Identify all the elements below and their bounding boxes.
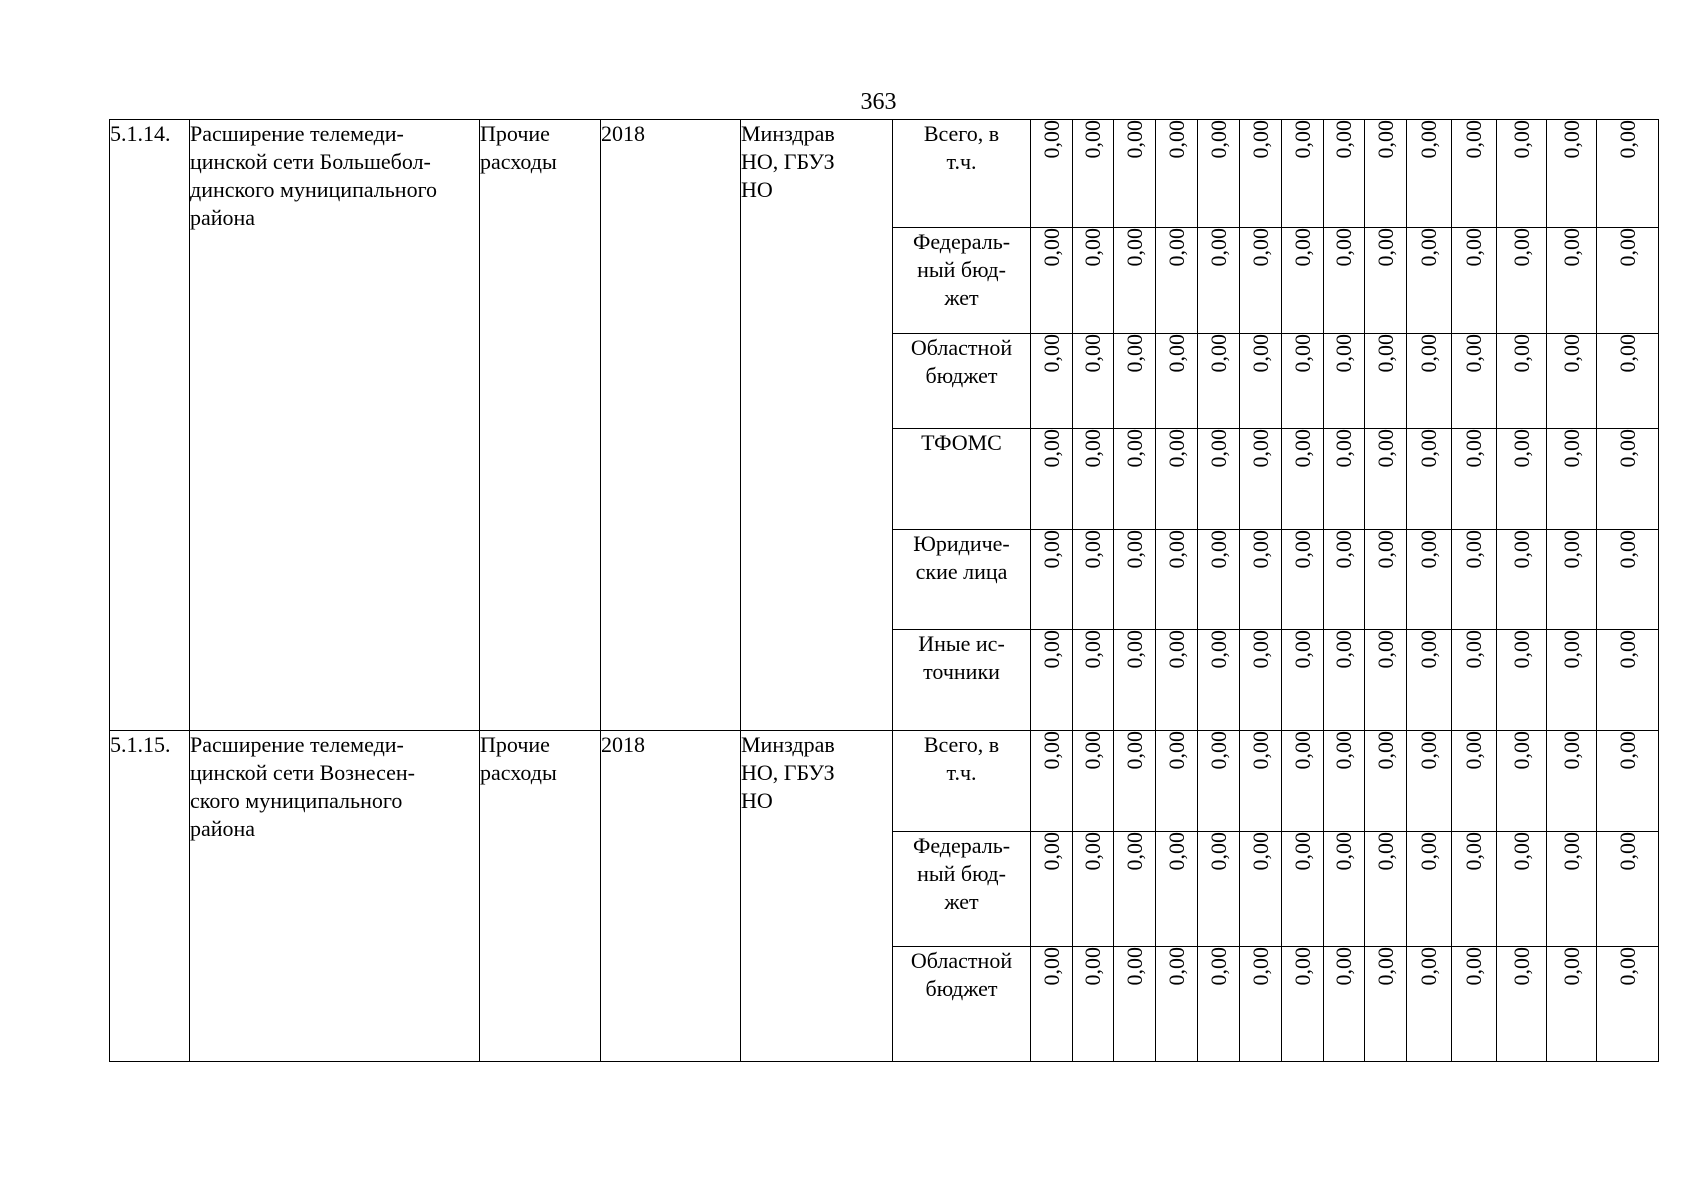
value: 0,00 xyxy=(1558,334,1584,373)
value-cell xyxy=(1240,429,1282,530)
value: 0,00 xyxy=(1508,429,1534,468)
value-cell xyxy=(1407,334,1452,429)
value: 0,00 xyxy=(1080,120,1105,159)
value: 0,00 xyxy=(1205,832,1231,871)
value: 0,00 xyxy=(1331,334,1356,373)
value: 0,00 xyxy=(1461,120,1486,159)
value-cell xyxy=(1198,947,1240,1062)
value-cell xyxy=(1240,731,1282,832)
value-cell xyxy=(1547,832,1597,947)
expense-type: Прочие расходы xyxy=(480,731,601,1062)
value-cell xyxy=(1198,228,1240,334)
value-cell xyxy=(1031,630,1073,731)
value: 0,00 xyxy=(1614,630,1640,669)
value-cell xyxy=(1324,947,1365,1062)
value: 0,00 xyxy=(1508,947,1534,986)
value: 0,00 xyxy=(1289,120,1315,159)
value: 0,00 xyxy=(1080,731,1105,770)
value-cell xyxy=(1031,429,1073,530)
value-cell xyxy=(1282,429,1324,530)
value: 0,00 xyxy=(1508,731,1534,770)
value: 0,00 xyxy=(1372,530,1398,569)
value-cell xyxy=(1031,832,1073,947)
value: 0,00 xyxy=(1205,947,1231,986)
value-cell xyxy=(1114,429,1156,530)
value: 0,00 xyxy=(1289,429,1315,468)
value: 0,00 xyxy=(1080,429,1105,468)
value-cell xyxy=(1365,731,1407,832)
value-cell xyxy=(1497,630,1547,731)
value: 0,00 xyxy=(1372,630,1398,669)
value-cell xyxy=(1547,429,1597,530)
funding-source-label: Юридиче- ские лица xyxy=(893,530,1031,630)
value-cell xyxy=(1497,334,1547,429)
value: 0,00 xyxy=(1461,630,1486,669)
value-cell xyxy=(1114,731,1156,832)
value-cell xyxy=(1547,120,1597,228)
value-cell xyxy=(1597,731,1659,832)
value: 0,00 xyxy=(1416,228,1441,267)
value: 0,00 xyxy=(1121,832,1147,871)
value-cell xyxy=(1114,630,1156,731)
value: 0,00 xyxy=(1080,334,1105,373)
value-cell xyxy=(1114,120,1156,228)
funding-source-label: Областной бюджет xyxy=(893,334,1031,429)
value: 0,00 xyxy=(1247,947,1273,986)
value: 0,00 xyxy=(1461,832,1486,871)
value-cell xyxy=(1597,832,1659,947)
value-cell xyxy=(1452,947,1497,1062)
value-cell xyxy=(1073,530,1114,630)
value: 0,00 xyxy=(1163,120,1189,159)
year: 2018 xyxy=(601,120,741,731)
value: 0,00 xyxy=(1038,731,1064,770)
value-cell xyxy=(1497,429,1547,530)
value-cell xyxy=(1282,630,1324,731)
value-cell xyxy=(1324,429,1365,530)
table-row xyxy=(110,731,1659,832)
value: 0,00 xyxy=(1372,731,1398,770)
value-cell xyxy=(1156,731,1198,832)
value: 0,00 xyxy=(1372,228,1398,267)
value: 0,00 xyxy=(1461,429,1486,468)
value-cell xyxy=(1240,832,1282,947)
value-cell xyxy=(1597,630,1659,731)
value-cell xyxy=(1547,731,1597,832)
value: 0,00 xyxy=(1121,630,1147,669)
value: 0,00 xyxy=(1614,429,1640,468)
value: 0,00 xyxy=(1121,228,1147,267)
value-cell xyxy=(1073,832,1114,947)
row-code: 5.1.14. xyxy=(110,120,190,731)
value: 0,00 xyxy=(1247,731,1273,770)
value-cell xyxy=(1597,429,1659,530)
value: 0,00 xyxy=(1508,530,1534,569)
value-cell xyxy=(1073,334,1114,429)
value: 0,00 xyxy=(1331,832,1356,871)
value-cell xyxy=(1198,334,1240,429)
value-cell xyxy=(1497,530,1547,630)
value-cell xyxy=(1156,530,1198,630)
value: 0,00 xyxy=(1614,120,1640,159)
value: 0,00 xyxy=(1038,530,1064,569)
value-cell xyxy=(1365,832,1407,947)
value-cell xyxy=(1365,947,1407,1062)
value-cell xyxy=(1365,120,1407,228)
value-cell xyxy=(1031,120,1073,228)
funding-source-label: Всего, в т.ч. xyxy=(893,120,1031,228)
value: 0,00 xyxy=(1461,731,1486,770)
value: 0,00 xyxy=(1038,832,1064,871)
value: 0,00 xyxy=(1247,429,1273,468)
value: 0,00 xyxy=(1558,731,1584,770)
value-cell xyxy=(1240,334,1282,429)
value: 0,00 xyxy=(1508,228,1534,267)
value-cell xyxy=(1597,228,1659,334)
value: 0,00 xyxy=(1558,120,1584,159)
value-cell xyxy=(1240,947,1282,1062)
value-cell xyxy=(1365,228,1407,334)
value-cell xyxy=(1073,630,1114,731)
value-cell xyxy=(1407,947,1452,1062)
value: 0,00 xyxy=(1038,334,1064,373)
value: 0,00 xyxy=(1416,334,1441,373)
value-cell xyxy=(1547,334,1597,429)
value: 0,00 xyxy=(1558,228,1584,267)
expense-type: Прочие расходы xyxy=(480,120,601,731)
value: 0,00 xyxy=(1289,947,1315,986)
page-number: 363 xyxy=(860,89,897,115)
value-cell xyxy=(1407,832,1452,947)
value-cell xyxy=(1407,530,1452,630)
value: 0,00 xyxy=(1416,630,1441,669)
funding-source-label: Федераль- ный бюд- жет xyxy=(893,228,1031,334)
value-cell xyxy=(1240,228,1282,334)
value: 0,00 xyxy=(1614,334,1640,373)
value-cell xyxy=(1031,947,1073,1062)
value-cell xyxy=(1156,832,1198,947)
value: 0,00 xyxy=(1372,120,1398,159)
value-cell xyxy=(1452,530,1497,630)
value-cell xyxy=(1198,120,1240,228)
value: 0,00 xyxy=(1247,530,1273,569)
value-cell xyxy=(1452,832,1497,947)
value: 0,00 xyxy=(1416,731,1441,770)
value: 0,00 xyxy=(1508,832,1534,871)
value: 0,00 xyxy=(1372,947,1398,986)
value: 0,00 xyxy=(1461,334,1486,373)
value: 0,00 xyxy=(1080,228,1105,267)
value-cell xyxy=(1114,228,1156,334)
value-cell xyxy=(1547,228,1597,334)
value: 0,00 xyxy=(1163,630,1189,669)
value: 0,00 xyxy=(1289,530,1315,569)
value: 0,00 xyxy=(1558,630,1584,669)
value-cell xyxy=(1597,120,1659,228)
value-cell xyxy=(1282,334,1324,429)
value-cell xyxy=(1497,228,1547,334)
value-cell xyxy=(1114,832,1156,947)
value: 0,00 xyxy=(1372,832,1398,871)
table-row xyxy=(110,120,1659,228)
value: 0,00 xyxy=(1038,120,1064,159)
value: 0,00 xyxy=(1038,947,1064,986)
value-cell xyxy=(1407,731,1452,832)
value-cell xyxy=(1547,530,1597,630)
funding-source-label: Федераль- ный бюд- жет xyxy=(893,832,1031,947)
value: 0,00 xyxy=(1205,429,1231,468)
value: 0,00 xyxy=(1080,630,1105,669)
value: 0,00 xyxy=(1416,832,1441,871)
value-cell xyxy=(1031,228,1073,334)
value: 0,00 xyxy=(1080,947,1105,986)
value: 0,00 xyxy=(1372,334,1398,373)
value-cell xyxy=(1240,120,1282,228)
value: 0,00 xyxy=(1038,429,1064,468)
value: 0,00 xyxy=(1205,530,1231,569)
value: 0,00 xyxy=(1614,832,1640,871)
value: 0,00 xyxy=(1416,429,1441,468)
value: 0,00 xyxy=(1508,120,1534,159)
value-cell xyxy=(1282,530,1324,630)
value: 0,00 xyxy=(1289,832,1315,871)
value: 0,00 xyxy=(1121,120,1147,159)
value-cell xyxy=(1547,630,1597,731)
value: 0,00 xyxy=(1331,947,1356,986)
value-cell xyxy=(1452,630,1497,731)
value: 0,00 xyxy=(1038,228,1064,267)
value-cell xyxy=(1365,334,1407,429)
value: 0,00 xyxy=(1247,630,1273,669)
value: 0,00 xyxy=(1416,947,1441,986)
value-cell xyxy=(1156,228,1198,334)
value-cell xyxy=(1073,228,1114,334)
value: 0,00 xyxy=(1121,947,1147,986)
value-cell xyxy=(1240,530,1282,630)
value: 0,00 xyxy=(1289,334,1315,373)
value-cell xyxy=(1407,228,1452,334)
value-cell xyxy=(1497,832,1547,947)
value-cell xyxy=(1497,731,1547,832)
value-cell xyxy=(1240,630,1282,731)
measure-name: Расширение телемеди- цинской сети Большебол- динского муниципального района xyxy=(190,120,480,731)
value: 0,00 xyxy=(1416,120,1441,159)
value-cell xyxy=(1156,120,1198,228)
value: 0,00 xyxy=(1163,334,1189,373)
value: 0,00 xyxy=(1205,630,1231,669)
value-cell xyxy=(1452,429,1497,530)
value: 0,00 xyxy=(1080,530,1105,569)
value-cell xyxy=(1031,334,1073,429)
value-cell xyxy=(1198,429,1240,530)
funding-source-label: Иные ис- точники xyxy=(893,630,1031,731)
value: 0,00 xyxy=(1508,630,1534,669)
value: 0,00 xyxy=(1247,120,1273,159)
value: 0,00 xyxy=(1289,731,1315,770)
value-cell xyxy=(1365,630,1407,731)
value-cell xyxy=(1597,530,1659,630)
funding-source-label: Всего, в т.ч. xyxy=(893,731,1031,832)
value-cell xyxy=(1324,731,1365,832)
value-cell xyxy=(1324,832,1365,947)
value: 0,00 xyxy=(1558,832,1584,871)
value-cell xyxy=(1365,530,1407,630)
value-cell xyxy=(1156,334,1198,429)
value: 0,00 xyxy=(1614,530,1640,569)
value-cell xyxy=(1324,530,1365,630)
value-cell xyxy=(1452,120,1497,228)
value: 0,00 xyxy=(1289,228,1315,267)
value-cell xyxy=(1073,429,1114,530)
value: 0,00 xyxy=(1163,530,1189,569)
value: 0,00 xyxy=(1331,429,1356,468)
year: 2018 xyxy=(601,731,741,1062)
value-cell xyxy=(1198,630,1240,731)
value: 0,00 xyxy=(1614,947,1640,986)
value: 0,00 xyxy=(1038,630,1064,669)
value: 0,00 xyxy=(1416,530,1441,569)
value: 0,00 xyxy=(1247,228,1273,267)
value-cell xyxy=(1407,429,1452,530)
value-cell xyxy=(1031,731,1073,832)
value: 0,00 xyxy=(1205,334,1231,373)
value-cell xyxy=(1198,530,1240,630)
value-cell xyxy=(1073,947,1114,1062)
value-cell xyxy=(1597,334,1659,429)
value: 0,00 xyxy=(1163,429,1189,468)
funding-source-label: Областной бюджет xyxy=(893,947,1031,1062)
value-cell xyxy=(1282,947,1324,1062)
value: 0,00 xyxy=(1614,228,1640,267)
value: 0,00 xyxy=(1163,228,1189,267)
value-cell xyxy=(1497,947,1547,1062)
value: 0,00 xyxy=(1508,334,1534,373)
budget-table xyxy=(109,119,1659,1062)
executor: Минздрав НО, ГБУЗ НО xyxy=(741,120,893,731)
value: 0,00 xyxy=(1247,832,1273,871)
value: 0,00 xyxy=(1205,228,1231,267)
value-cell xyxy=(1156,429,1198,530)
value: 0,00 xyxy=(1121,530,1147,569)
value-cell xyxy=(1324,334,1365,429)
value-cell xyxy=(1452,334,1497,429)
value-cell xyxy=(1198,832,1240,947)
value: 0,00 xyxy=(1163,947,1189,986)
value-cell xyxy=(1407,120,1452,228)
executor: Минздрав НО, ГБУЗ НО xyxy=(741,731,893,1062)
value-cell xyxy=(1597,947,1659,1062)
value-cell xyxy=(1324,630,1365,731)
value-cell xyxy=(1114,334,1156,429)
value-cell xyxy=(1282,731,1324,832)
value: 0,00 xyxy=(1461,530,1486,569)
value: 0,00 xyxy=(1247,334,1273,373)
value-cell xyxy=(1114,947,1156,1062)
value-cell xyxy=(1198,731,1240,832)
value-cell xyxy=(1497,120,1547,228)
value-cell xyxy=(1324,120,1365,228)
value-cell xyxy=(1031,530,1073,630)
value: 0,00 xyxy=(1163,832,1189,871)
value-cell xyxy=(1547,947,1597,1062)
value: 0,00 xyxy=(1331,228,1356,267)
value-cell xyxy=(1114,530,1156,630)
value: 0,00 xyxy=(1558,530,1584,569)
value: 0,00 xyxy=(1289,630,1315,669)
value: 0,00 xyxy=(1331,731,1356,770)
value-cell xyxy=(1282,120,1324,228)
value-cell xyxy=(1073,120,1114,228)
value: 0,00 xyxy=(1121,429,1147,468)
value: 0,00 xyxy=(1331,630,1356,669)
value: 0,00 xyxy=(1080,832,1105,871)
value: 0,00 xyxy=(1331,120,1356,159)
value-cell xyxy=(1073,731,1114,832)
value-cell xyxy=(1156,947,1198,1062)
value: 0,00 xyxy=(1121,334,1147,373)
value: 0,00 xyxy=(1558,429,1584,468)
value-cell xyxy=(1156,630,1198,731)
value: 0,00 xyxy=(1205,731,1231,770)
value: 0,00 xyxy=(1121,731,1147,770)
row-code: 5.1.15. xyxy=(110,731,190,1062)
value-cell xyxy=(1324,228,1365,334)
funding-source-label: ТФОМС xyxy=(893,429,1031,530)
value: 0,00 xyxy=(1331,530,1356,569)
value: 0,00 xyxy=(1461,947,1486,986)
value-cell xyxy=(1452,228,1497,334)
value-cell xyxy=(1452,731,1497,832)
measure-name: Расширение телемеди- цинской сети Вознесен- ского муниципального района xyxy=(190,731,480,1062)
value-cell xyxy=(1407,630,1452,731)
value-cell xyxy=(1365,429,1407,530)
value: 0,00 xyxy=(1205,120,1231,159)
value-cell xyxy=(1282,228,1324,334)
value: 0,00 xyxy=(1163,731,1189,770)
value-cell xyxy=(1282,832,1324,947)
value: 0,00 xyxy=(1372,429,1398,468)
value: 0,00 xyxy=(1614,731,1640,770)
value: 0,00 xyxy=(1461,228,1486,267)
value: 0,00 xyxy=(1558,947,1584,986)
